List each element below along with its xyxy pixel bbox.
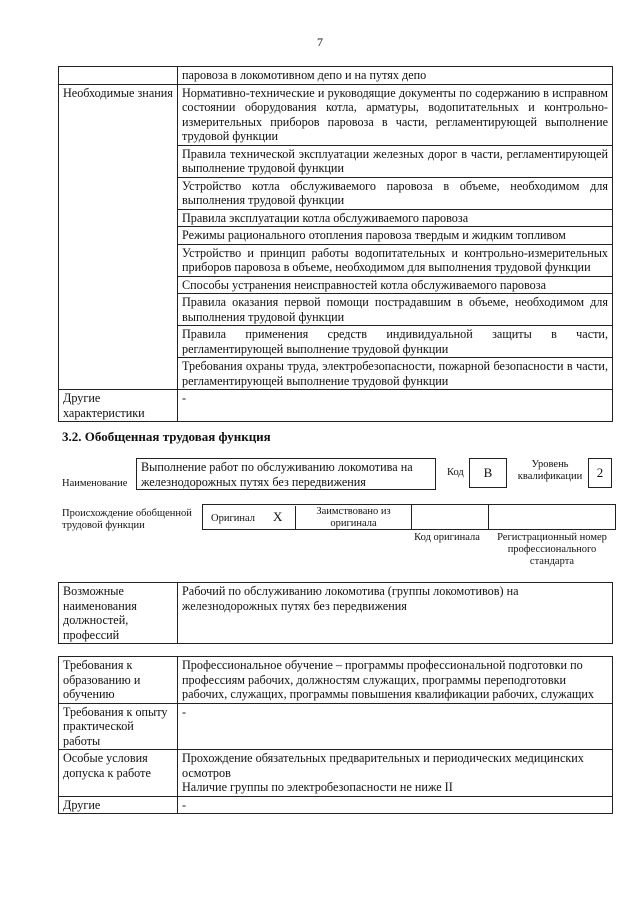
origin-label: Происхождение обобщенной трудовой функции xyxy=(62,508,192,531)
knowledge-item: Правила применения средств индивидуальной защиты в части, регламентирующей выполнение трудовой функции xyxy=(178,326,613,358)
positions-table xyxy=(58,582,613,644)
special-conditions-value xyxy=(178,750,613,797)
special-conditions-label: Особые условия допуска к работе xyxy=(59,750,178,797)
knowledge-item: Способы устранения неисправностей котла обслуживаемого паровоза xyxy=(178,276,613,294)
positions-value: Рабочий по обслуживанию локомотива (группы локомотивов) на железнодорожных путях без передвижения xyxy=(178,583,613,644)
section-heading: 3.2. Обобщенная трудовая функция xyxy=(62,429,271,444)
code-box: В xyxy=(469,458,507,488)
knowledge-item: Режимы рационального отопления паровоза твердым и жидким топливом xyxy=(178,227,613,245)
original-label: Оригинал xyxy=(211,513,255,524)
function-name-box: Выполнение работ по обслуживанию локомотива на железнодорожных путях без передвижения xyxy=(136,458,436,490)
knowledge-item: Правила оказания первой помощи пострадавшим в объеме, необходимом для выполнения трудовой функции xyxy=(178,294,613,326)
education-value: Профессиональное обучение – программы профессиональной подготовки по профессиям рабочих, должностям служащих, программы переподготовки рабочих, служащих, программы повышения квалификации рабочих, служащих xyxy=(178,657,613,704)
name-label: Наименование xyxy=(62,478,128,489)
reg-number-label: Регистрационный номер профессионального стандарта xyxy=(497,532,607,567)
knowledge-table xyxy=(58,66,613,422)
level-label: Уровень квалификации xyxy=(517,459,583,482)
original-mark: X xyxy=(273,509,283,524)
positions-label: Возможные наименования должностей, профессий xyxy=(59,583,178,644)
knowledge-item: Устройство и принцип работы водопитательных и контрольно-измерительных приборов паровоза в объеме, необходимом для выполнения трудовой функции xyxy=(178,244,613,276)
origin-row xyxy=(202,504,616,530)
empty-label-cell xyxy=(59,67,178,85)
education-label: Требования к образованию и обучению xyxy=(59,657,178,704)
level-box: 2 xyxy=(588,458,612,488)
special-condition-1: Прохождение обязательных предварительных и периодических медицинских осмотров xyxy=(182,751,584,780)
knowledge-item: Требования охраны труда, электробезопасности, пожарной безопасности в части, регламентирующей выполнение трудовой функции xyxy=(178,358,613,390)
special-condition-2: Наличие группы по электробезопасности не ниже II xyxy=(182,780,453,794)
knowledge-item: Правила эксплуатации котла обслуживаемого паровоза xyxy=(178,209,613,227)
other-characteristics-value: - xyxy=(178,390,613,422)
reg-number-cell xyxy=(488,505,617,529)
code-label: Код xyxy=(447,467,464,478)
experience-label: Требования к опыту практической работы xyxy=(59,703,178,750)
knowledge-item: Нормативно-технические и руководящие документы по содержанию в исправном состоянии оборудования котла, арматуры, водопитательных и контрольно-измерительных приборов паровоза в части, регламентирующей выполнение трудовой функции xyxy=(178,84,613,145)
knowledge-item: Правила технической эксплуатации железных дорог в части, регламентирующей выполнение трудовой функции xyxy=(178,145,613,177)
borrowed-label: Заимствовано из оригинала xyxy=(295,506,411,530)
code-original-label: Код оригинала xyxy=(414,532,480,543)
experience-value: - xyxy=(178,703,613,750)
knowledge-label: Необходимые знания xyxy=(59,84,178,390)
page-number: 7 xyxy=(317,35,323,49)
other-value: - xyxy=(178,796,613,814)
top-cell: паровоза в локомотивном депо и на путях депо xyxy=(178,67,613,85)
other-label: Другие xyxy=(59,796,178,814)
requirements-table xyxy=(58,656,613,814)
code-original-cell xyxy=(411,505,488,529)
knowledge-item: Устройство котла обслуживаемого паровоза в объеме, необходимом для выполнения трудовой функции xyxy=(178,177,613,209)
other-characteristics-label: Другие характеристики xyxy=(59,390,178,422)
